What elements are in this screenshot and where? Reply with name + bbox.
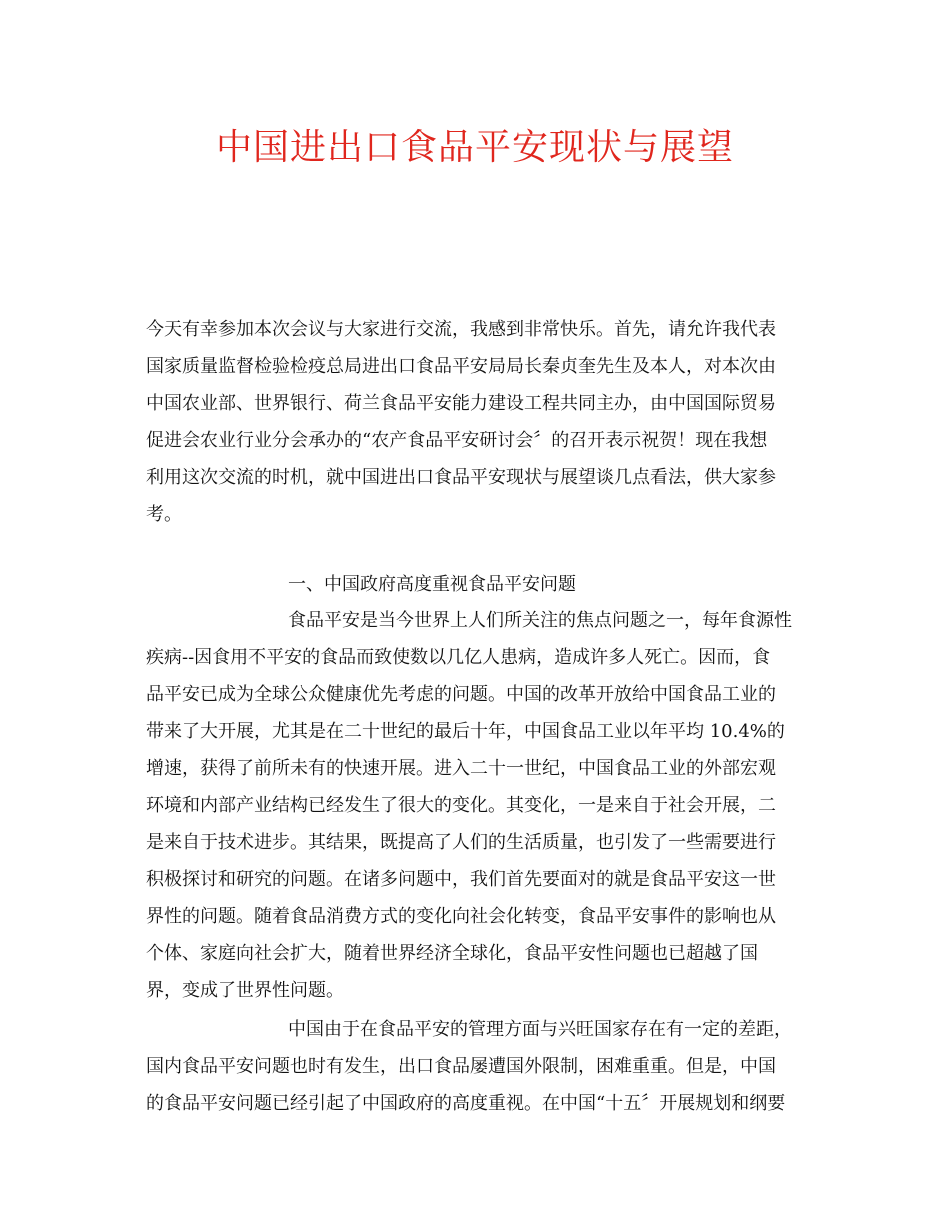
intro-line: 考。 (146, 504, 182, 525)
intro-line: 今天有幸参加本次会议与大家进行交流，我感到非常快乐。首先，请允许我代表 (146, 319, 776, 340)
para1-line: 食品平安是当今世界上人们所关注的焦点问题之一，每年食源性 (288, 610, 792, 631)
document-title: 中国进出口食品平安现状与展望 (215, 127, 734, 168)
para1-line: 疾病--因食用不平安的食品而致使数以几亿人患病，造成许多人死亡。因而，食 (146, 647, 771, 668)
para1-line: 环境和内部产业结构已经发生了很大的变化。其变化，一是来自于社会开展，二 (146, 795, 776, 816)
intro-line: 利用这次交流的时机，就中国进出口食品平安现状与展望谈几点看法，供大家参 (146, 467, 776, 488)
para1-line: 积极探讨和研究的问题。在诸多问题中，我们首先要面对的就是食品平安这一世 (146, 869, 776, 890)
para1-line: 带来了大开展，尤其是在二十世纪的最后十年，中国食品工业以年平均 10.4%的 (146, 721, 785, 742)
para1-line: 界，变成了世界性问题。 (146, 980, 344, 1001)
para1-line: 个体、家庭向社会扩大，随着世界经济全球化，食品平安性问题也已超越了国 (146, 943, 758, 964)
intro-line: 国家质量监督检验检疫总局进出口食品平安局局长秦贞奎先生及本人，对本次由 (146, 356, 776, 377)
section-heading: 一、中国政府高度重视食品平安问题 (288, 574, 576, 595)
para2-line: 国内食品平安问题也时有发生，出口食品屡遭国外限制，困难重重。但是，中国 (146, 1056, 776, 1077)
para2-line: 的食品平安问题已经引起了中国政府的高度重视。在中国“十五〞开展规划和纲要 (146, 1093, 786, 1114)
intro-line: 促进会农业行业分会承办的“农产食品平安研讨会〞的召开表示祝贺！现在我想 (146, 430, 768, 451)
para1-line: 界性的问题。随着食品消费方式的变化向社会化转变，食品平安事件的影响也从 (146, 906, 776, 927)
intro-line: 中国农业部、世界银行、荷兰食品平安能力建设工程共同主办，由中国国际贸易 (146, 393, 776, 414)
para1-line: 品平安已成为全球公众健康优先考虑的问题。中国的改革开放给中国食品工业的 (146, 684, 776, 705)
para1-line: 是来自于技术进步。其结果，既提高了人们的生活质量，也引发了一些需要进行 (146, 832, 776, 853)
para1-line: 增速，获得了前所未有的快速开展。进入二十一世纪，中国食品工业的外部宏观 (146, 758, 776, 779)
para2-line: 中国由于在食品平安的管理方面与兴旺国家存在有一定的差距， (288, 1019, 792, 1040)
